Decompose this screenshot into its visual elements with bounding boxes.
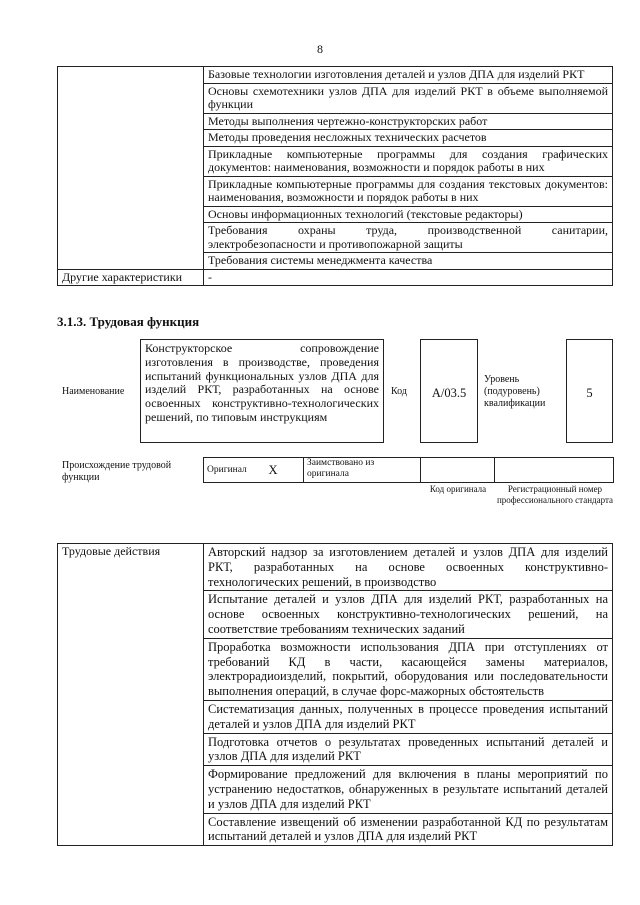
level-label: Уровень (подуровень) квалификации xyxy=(484,374,546,409)
labor-action-row xyxy=(58,544,613,591)
original-label-cell xyxy=(204,458,266,483)
knowledge-item: Методы проведения несложных технических расчетов xyxy=(204,130,613,147)
labor-action-item: Систематизация данных, полученных в процессе проведения испытаний деталей и узлов ДПА для изделий РКТ xyxy=(204,700,613,733)
origin-label: Происхождение трудовой функции xyxy=(62,460,172,483)
knowledge-item: Основы информационных технологий (текстовые редакторы) xyxy=(204,206,613,223)
labor-actions-table xyxy=(57,543,613,846)
borrowed-label: Заимствовано из оригинала xyxy=(307,458,375,479)
code-value: А/03.5 xyxy=(431,386,467,400)
original-label: Оригинал xyxy=(207,464,247,475)
original-mark: X xyxy=(268,462,278,477)
code-label: Код xyxy=(391,386,407,397)
labor-action-item: Составление извещений об изменении разработанной КД по результатам испытаний деталей и узлов ДПА для изделий РКТ xyxy=(204,813,613,846)
labor-action-item: Испытание деталей и узлов ДПА для изделий РКТ, разработанных на основе освоенных конструктивно-технологических решений, на соответствие требованиям технических заданий xyxy=(204,591,613,638)
code-box xyxy=(420,339,478,443)
knowledge-label-cell xyxy=(58,67,204,270)
level-box xyxy=(566,339,613,443)
knowledge-item: Методы выполнения чертежно-конструкторских работ xyxy=(204,113,613,130)
knowledge-item: Прикладные компьютерные программы для создания графических документов: наименования, возможности и порядок работы в них xyxy=(204,146,613,176)
labor-action-item: Подготовка отчетов о результатах проведенных испытаний деталей и узлов ДПА для изделий РКТ xyxy=(204,733,613,766)
reg-number-label: Регистрационный номер профессионального стандарта xyxy=(496,484,614,505)
knowledge-item: Требования охраны труда, производственной санитарии, электробезопасности и противопожарной защиты xyxy=(204,223,613,253)
level-value: 5 xyxy=(586,386,593,400)
function-name-value: Конструкторское сопровождение изготовления в производстве, проведения испытаний функциональных узлов ДПА для изделий РКТ, разработанных на основе освоенных конструктивно-технологических решений, по типовым инструкциям xyxy=(140,339,384,443)
reg-number-cell xyxy=(495,458,614,483)
page-number: 8 xyxy=(317,42,323,56)
name-label: Наименование xyxy=(62,386,125,397)
other-characteristics-label: Другие характеристики xyxy=(58,269,204,286)
code-original-label: Код оригинала xyxy=(429,484,487,494)
code-original-cell xyxy=(421,458,495,483)
knowledge-table xyxy=(57,66,613,286)
section-heading: 3.1.3. Трудовая функция xyxy=(57,314,200,329)
labor-action-item: Формирование предложений для включения в планы мероприятий по устранению недостатков, обнаруженных в результате испытаний деталей и узлов ДПА для изделий РКТ xyxy=(204,766,613,813)
labor-actions-label: Трудовые действия xyxy=(58,544,204,846)
other-characteristics-row xyxy=(58,269,613,286)
knowledge-row xyxy=(58,67,613,84)
knowledge-item: Требования системы менеджмента качества xyxy=(204,253,613,270)
original-mark-cell xyxy=(266,458,304,483)
labor-action-item: Авторский надзор за изготовлением деталей и узлов ДПА для изделий РКТ, разработанных на основе освоенных конструктивно-технологических решений, в производство xyxy=(204,544,613,591)
knowledge-item: Основы схемотехники узлов ДПА для изделий РКТ в объеме выполняемой функции xyxy=(204,83,613,113)
labor-action-item: Проработка возможности использования ДПА при отступлениях от требований КД в части, касающейся замены материалов, электрорадиоизделий, покрытий, оборудования или последовательности выполнения операций, в случае форс-мажорных обстоятельств xyxy=(204,638,613,700)
knowledge-item: Базовые технологии изготовления деталей и узлов ДПА для изделий РКТ xyxy=(204,67,613,84)
other-characteristics-value: - xyxy=(204,269,613,286)
borrowed-cell xyxy=(304,458,421,483)
origin-table xyxy=(203,457,614,483)
knowledge-item: Прикладные компьютерные программы для создания текстовых документов: наименования, возможности и порядок работы в них xyxy=(204,176,613,206)
